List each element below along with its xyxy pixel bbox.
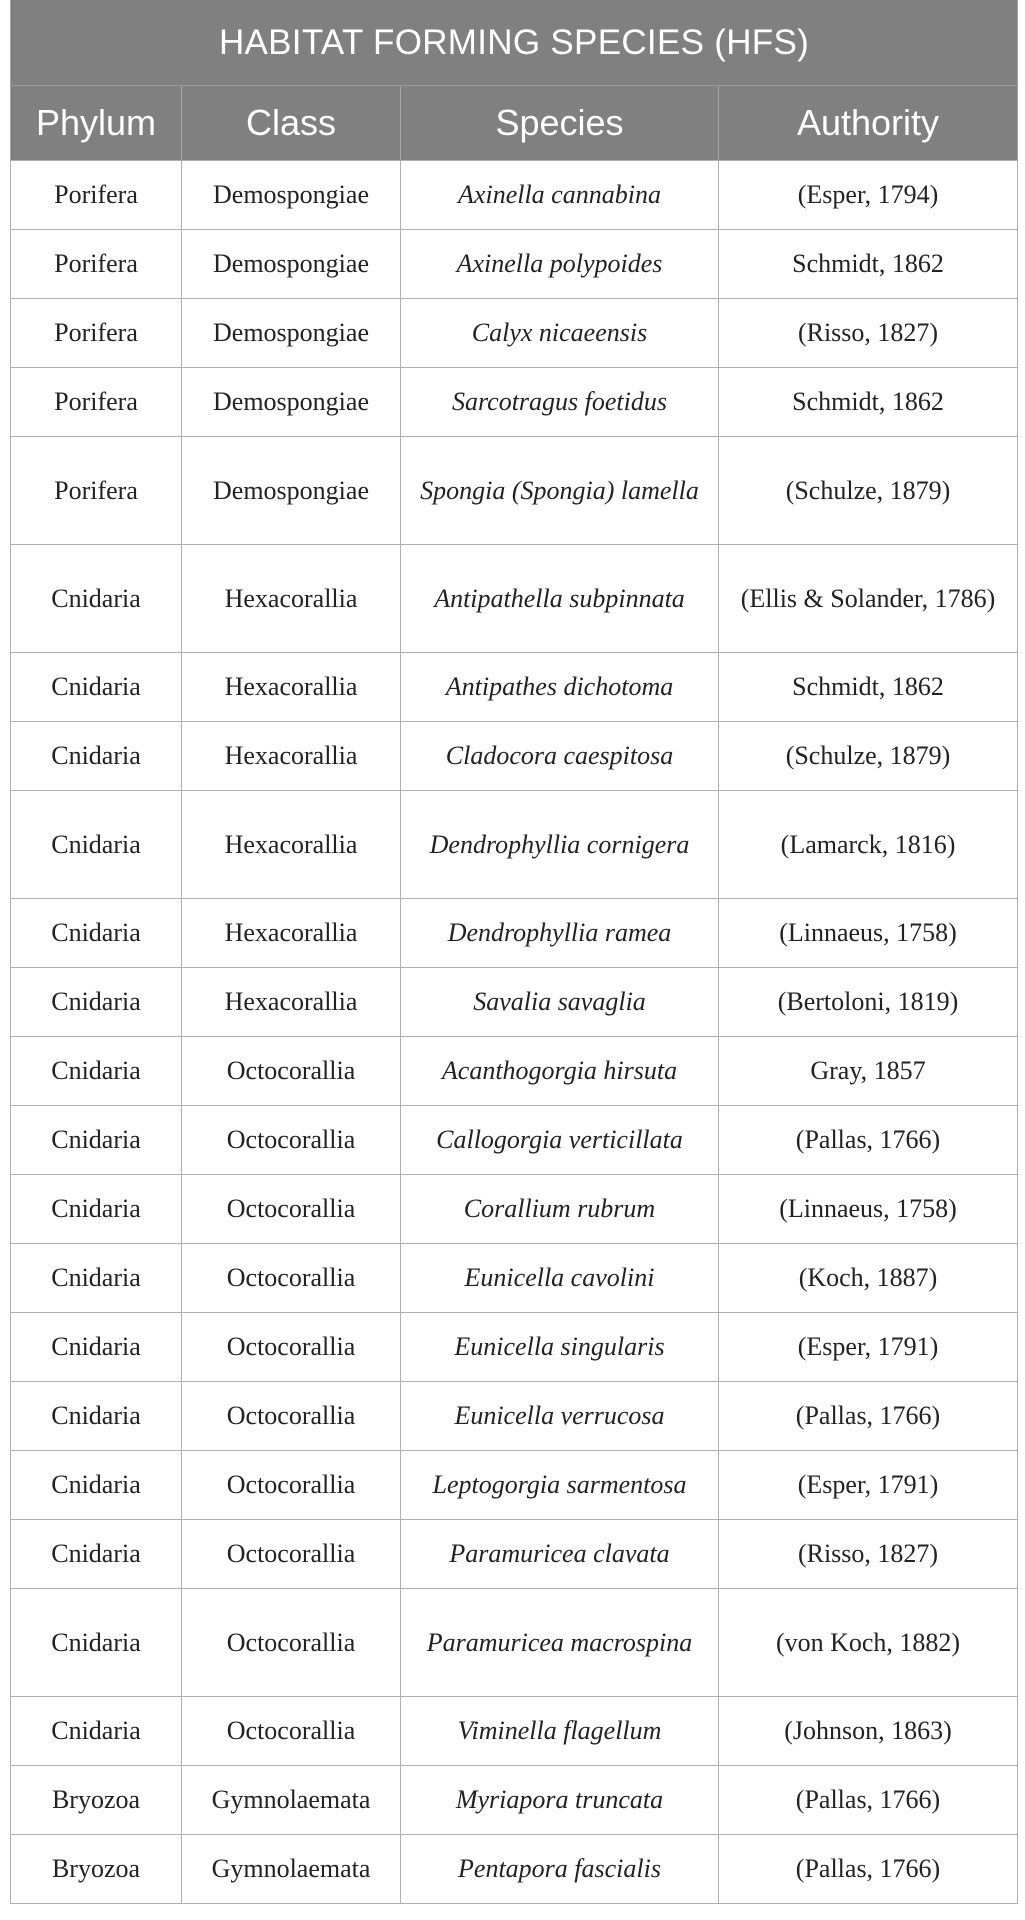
cell-class: Hexacorallia	[182, 791, 401, 899]
column-header-phylum: Phylum	[11, 86, 182, 161]
cell-authority: (Pallas, 1766)	[719, 1766, 1018, 1835]
cell-phylum: Cnidaria	[11, 1313, 182, 1382]
cell-species: Acanthogorgia hirsuta	[401, 1037, 719, 1106]
cell-species: Dendrophyllia cornigera	[401, 791, 719, 899]
cell-phylum: Cnidaria	[11, 1244, 182, 1313]
cell-phylum: Cnidaria	[11, 1106, 182, 1175]
cell-species: Eunicella singularis	[401, 1313, 719, 1382]
cell-class: Hexacorallia	[182, 722, 401, 791]
cell-phylum: Cnidaria	[11, 1382, 182, 1451]
cell-authority: Schmidt, 1862	[719, 230, 1018, 299]
cell-class: Octocorallia	[182, 1106, 401, 1175]
cell-phylum: Cnidaria	[11, 653, 182, 722]
cell-authority: (Koch, 1887)	[719, 1244, 1018, 1313]
table-row	[11, 299, 1018, 368]
cell-species: Antipathes dichotoma	[401, 653, 719, 722]
cell-class: Hexacorallia	[182, 968, 401, 1037]
table-row	[11, 545, 1018, 653]
hfs-table-container	[10, 0, 1017, 1904]
cell-phylum: Cnidaria	[11, 899, 182, 968]
cell-phylum: Cnidaria	[11, 1697, 182, 1766]
cell-class: Demospongiae	[182, 161, 401, 230]
cell-species: Myriapora truncata	[401, 1766, 719, 1835]
cell-class: Demospongiae	[182, 437, 401, 545]
hfs-table	[10, 0, 1018, 1904]
cell-phylum: Porifera	[11, 230, 182, 299]
cell-class: Octocorallia	[182, 1175, 401, 1244]
cell-authority: (Risso, 1827)	[719, 299, 1018, 368]
cell-species: Eunicella verrucosa	[401, 1382, 719, 1451]
column-header-species: Species	[401, 86, 719, 161]
cell-phylum: Cnidaria	[11, 1037, 182, 1106]
cell-species: Corallium rubrum	[401, 1175, 719, 1244]
cell-authority: (Esper, 1791)	[719, 1313, 1018, 1382]
table-row	[11, 1697, 1018, 1766]
table-row	[11, 722, 1018, 791]
table-row	[11, 791, 1018, 899]
cell-species: Calyx nicaeensis	[401, 299, 719, 368]
table-row	[11, 653, 1018, 722]
cell-phylum: Bryozoa	[11, 1766, 182, 1835]
cell-phylum: Bryozoa	[11, 1835, 182, 1904]
table-row	[11, 1175, 1018, 1244]
cell-authority: (Johnson, 1863)	[719, 1697, 1018, 1766]
cell-class: Demospongiae	[182, 230, 401, 299]
cell-class: Hexacorallia	[182, 653, 401, 722]
cell-species: Axinella cannabina	[401, 161, 719, 230]
cell-authority: (Schulze, 1879)	[719, 722, 1018, 791]
cell-phylum: Cnidaria	[11, 791, 182, 899]
cell-authority: (Pallas, 1766)	[719, 1382, 1018, 1451]
cell-phylum: Cnidaria	[11, 1451, 182, 1520]
cell-class: Octocorallia	[182, 1451, 401, 1520]
table-row	[11, 1244, 1018, 1313]
cell-authority: (Linnaeus, 1758)	[719, 899, 1018, 968]
cell-class: Hexacorallia	[182, 545, 401, 653]
cell-phylum: Cnidaria	[11, 1175, 182, 1244]
cell-phylum: Cnidaria	[11, 722, 182, 791]
cell-species: Pentapora fascialis	[401, 1835, 719, 1904]
cell-authority: (von Koch, 1882)	[719, 1589, 1018, 1697]
table-row	[11, 1106, 1018, 1175]
cell-species: Viminella flagellum	[401, 1697, 719, 1766]
cell-species: Callogorgia verticillata	[401, 1106, 719, 1175]
cell-class: Octocorallia	[182, 1382, 401, 1451]
cell-species: Leptogorgia sarmentosa	[401, 1451, 719, 1520]
cell-class: Gymnolaemata	[182, 1766, 401, 1835]
cell-species: Dendrophyllia ramea	[401, 899, 719, 968]
cell-class: Octocorallia	[182, 1313, 401, 1382]
cell-authority: (Pallas, 1766)	[719, 1106, 1018, 1175]
cell-authority: (Bertoloni, 1819)	[719, 968, 1018, 1037]
cell-phylum: Porifera	[11, 368, 182, 437]
table-header-row	[11, 86, 1018, 161]
cell-authority: (Ellis & Solander, 1786)	[719, 545, 1018, 653]
table-row	[11, 437, 1018, 545]
cell-authority: Schmidt, 1862	[719, 653, 1018, 722]
table-row	[11, 230, 1018, 299]
cell-authority: (Linnaeus, 1758)	[719, 1175, 1018, 1244]
column-header-authority: Authority	[719, 86, 1018, 161]
table-row	[11, 161, 1018, 230]
table-row	[11, 368, 1018, 437]
cell-class: Octocorallia	[182, 1244, 401, 1313]
cell-phylum: Cnidaria	[11, 1520, 182, 1589]
table-row	[11, 899, 1018, 968]
cell-class: Demospongiae	[182, 368, 401, 437]
cell-authority: Gray, 1857	[719, 1037, 1018, 1106]
cell-species: Antipathella subpinnata	[401, 545, 719, 653]
cell-species: Paramuricea macrospina	[401, 1589, 719, 1697]
cell-phylum: Porifera	[11, 437, 182, 545]
cell-species: Axinella polypoides	[401, 230, 719, 299]
column-header-class: Class	[182, 86, 401, 161]
table-body	[11, 161, 1018, 1904]
cell-phylum: Porifera	[11, 299, 182, 368]
table-title-row	[11, 0, 1018, 86]
cell-class: Octocorallia	[182, 1037, 401, 1106]
table-row	[11, 1382, 1018, 1451]
cell-authority: (Risso, 1827)	[719, 1520, 1018, 1589]
table-row	[11, 1835, 1018, 1904]
cell-species: Sarcotragus foetidus	[401, 368, 719, 437]
cell-species: Paramuricea clavata	[401, 1520, 719, 1589]
cell-class: Octocorallia	[182, 1520, 401, 1589]
table-row	[11, 1766, 1018, 1835]
table-row	[11, 1589, 1018, 1697]
table-row	[11, 1451, 1018, 1520]
cell-authority: (Esper, 1794)	[719, 161, 1018, 230]
cell-class: Octocorallia	[182, 1589, 401, 1697]
table-row	[11, 1520, 1018, 1589]
cell-authority: (Lamarck, 1816)	[719, 791, 1018, 899]
table-row	[11, 1037, 1018, 1106]
cell-phylum: Cnidaria	[11, 968, 182, 1037]
cell-phylum: Cnidaria	[11, 545, 182, 653]
cell-phylum: Porifera	[11, 161, 182, 230]
cell-authority: (Pallas, 1766)	[719, 1835, 1018, 1904]
cell-phylum: Cnidaria	[11, 1589, 182, 1697]
cell-class: Demospongiae	[182, 299, 401, 368]
cell-class: Octocorallia	[182, 1697, 401, 1766]
cell-authority: (Schulze, 1879)	[719, 437, 1018, 545]
table-row	[11, 1313, 1018, 1382]
cell-class: Gymnolaemata	[182, 1835, 401, 1904]
cell-authority: Schmidt, 1862	[719, 368, 1018, 437]
cell-species: Cladocora caespitosa	[401, 722, 719, 791]
cell-class: Hexacorallia	[182, 899, 401, 968]
table-title: HABITAT FORMING SPECIES (HFS)	[11, 0, 1018, 86]
cell-authority: (Esper, 1791)	[719, 1451, 1018, 1520]
cell-species: Eunicella cavolini	[401, 1244, 719, 1313]
cell-species: Savalia savaglia	[401, 968, 719, 1037]
cell-species: Spongia (Spongia) lamella	[401, 437, 719, 545]
table-row	[11, 968, 1018, 1037]
